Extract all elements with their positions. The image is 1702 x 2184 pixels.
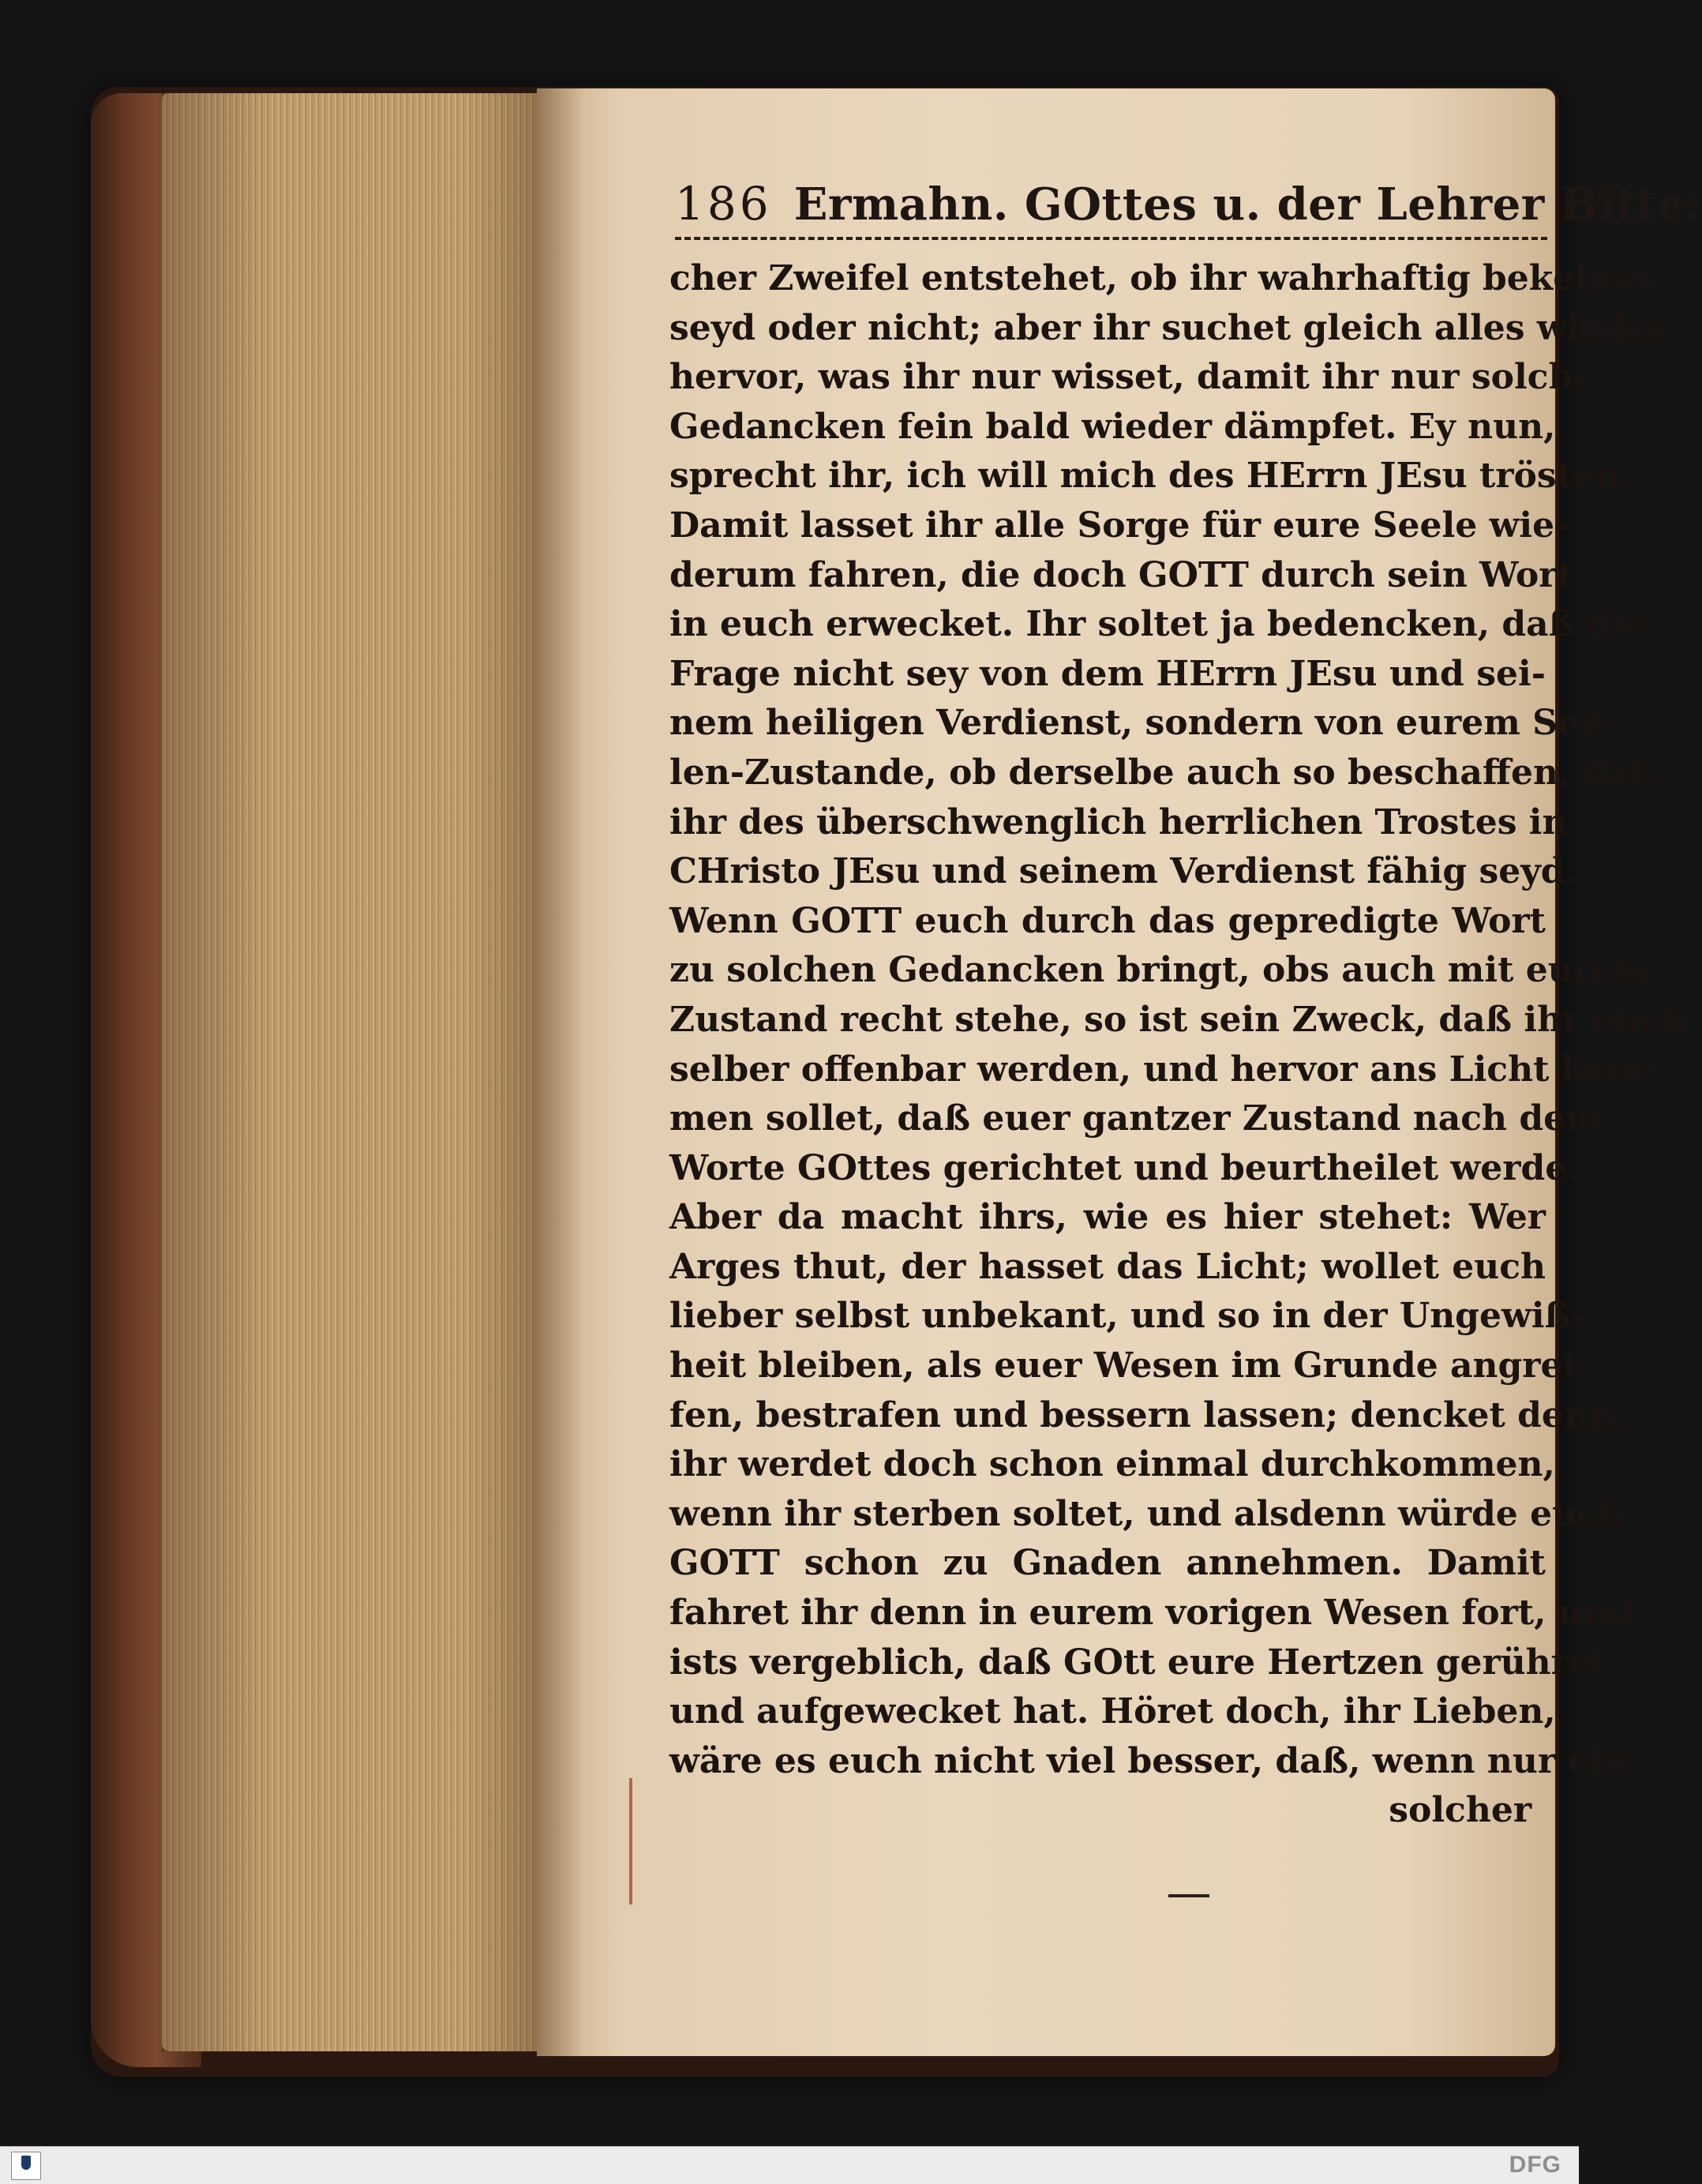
text-line: seyd oder nicht; aber ihr suchet gleich alles wieder bbox=[669, 307, 1667, 348]
text-line: Zustand recht stehe, so ist sein Zweck, daß ihr euch bbox=[669, 999, 1687, 1040]
text-line: in euch erwecket. Ihr soltet ja bedencken, daß die bbox=[669, 604, 1647, 645]
text-line: hervor, was ihr nur wisset, damit ihr nur solche bbox=[669, 357, 1596, 398]
text-line: fahret ihr denn in eurem vorigen Wesen fort, und bbox=[669, 1593, 1633, 1634]
text-line: CHristo JEsu und seinem Verdienst fähig seyd. bbox=[669, 851, 1577, 892]
text-line: nem heiligen Verdienst, sondern von eurem See- bbox=[669, 703, 1617, 744]
text-line: Frage nicht sey von dem HErrn JEsu und sei- bbox=[669, 653, 1546, 694]
text-line: GOTT schon zu Gnaden annehmen. Damit bbox=[669, 1543, 1546, 1584]
text-line: Gedancken fein bald wieder dämpfet. Ey nun, bbox=[669, 406, 1556, 447]
page-block-edges bbox=[162, 93, 541, 2051]
text-line: selber offenbar werden, und hervor ans Licht kom- bbox=[669, 1049, 1660, 1090]
margin-mark bbox=[629, 1778, 632, 1904]
page-number: 186 bbox=[675, 177, 772, 231]
text-line: wäre es euch nicht viel besser, daß, wenn nur ein bbox=[669, 1740, 1629, 1781]
text-line: Wenn GOTT euch durch das gepredigte Wort bbox=[669, 900, 1546, 941]
text-line: zu solchen Gedancken bringt, obs auch mit eurem bbox=[669, 950, 1651, 991]
text-line: ihr werdet doch schon einmal durchkommen, bbox=[669, 1444, 1555, 1485]
body-text bbox=[669, 254, 1687, 1836]
text-line: Worte GOttes gerichtet und beurtheilet werde. bbox=[669, 1147, 1580, 1188]
text-line: lieber selbst unbekant, und so in der Ungewiß- bbox=[669, 1296, 1586, 1337]
text-line: men sollet, daß euer gantzer Zustand nach dem bbox=[669, 1098, 1603, 1139]
text-line: Aber da macht ihrs, wie es hier stehet: Wer bbox=[669, 1197, 1546, 1238]
text-line: cher Zweifel entstehet, ob ihr wahrhaftig bekehret bbox=[669, 258, 1657, 298]
text-line: ihr des überschwenglich herrlichen Trostes in bbox=[669, 801, 1568, 842]
text-line: und aufgewecket hat. Höret doch, ihr Lieben, bbox=[669, 1691, 1556, 1732]
verso-page bbox=[537, 88, 1702, 2056]
text-line: fen, bestrafen und bessern lassen; dencket denn, bbox=[669, 1394, 1627, 1435]
text-line: Arges thut, der hasset das Licht; wollet euch bbox=[669, 1246, 1546, 1287]
page-header bbox=[675, 177, 1702, 231]
text-line: Damit lasset ihr alle Sorge für eure Seele wie- bbox=[669, 505, 1569, 546]
header-rule bbox=[675, 237, 1547, 240]
text-line: ists vergeblich, daß GOtt eure Hertzen gerühret bbox=[669, 1642, 1608, 1683]
viewer-footer-bar bbox=[0, 2146, 1579, 2184]
library-logo-icon[interactable] bbox=[11, 2152, 41, 2180]
text-line: wenn ihr sterben soltet, und alsdenn würde euch bbox=[669, 1493, 1624, 1534]
text-line: derum fahren, die doch GOTT durch sein Wort bbox=[669, 554, 1573, 595]
dfg-logo[interactable]: DFG bbox=[1509, 2152, 1561, 2178]
page-dash bbox=[1168, 1894, 1209, 1897]
text-line: len-Zustande, ob derselbe auch so beschaffen, daß bbox=[669, 752, 1656, 793]
catchword: solcher bbox=[1389, 1790, 1531, 1831]
text-line: heit bleiben, als euer Wesen im Grunde angrei- bbox=[669, 1345, 1591, 1387]
text-line: sprecht ihr, ich will mich des HErrn JEsu trösten. bbox=[669, 456, 1633, 497]
running-title: Ermahn. GOttes u. der Lehrer Bitte: bbox=[793, 178, 1702, 231]
